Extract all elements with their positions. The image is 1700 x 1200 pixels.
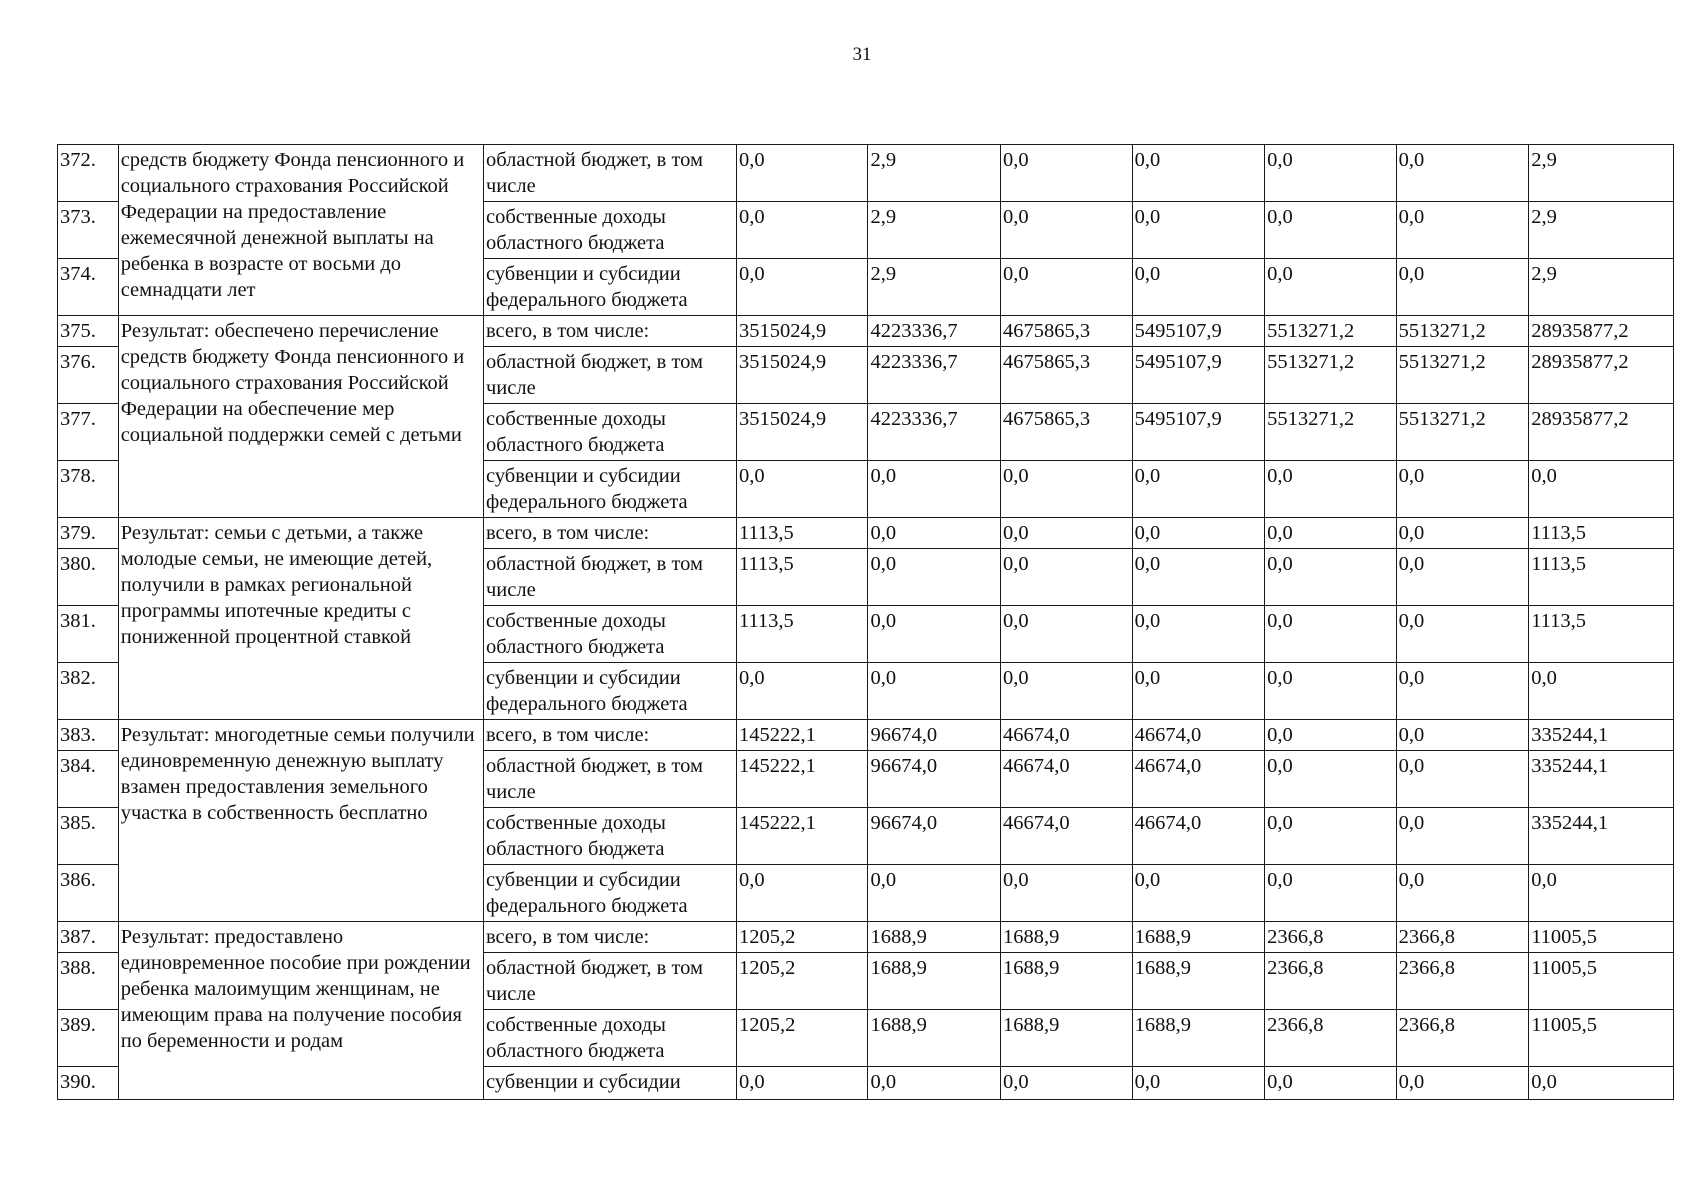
table-row (58, 922, 1674, 953)
amount-cell: 5513271,2 (1265, 316, 1397, 347)
page-number: 31 (852, 44, 872, 65)
amount-cell: 0,0 (868, 518, 1001, 549)
funding-source: собственные доходы областного бюджета (483, 808, 736, 865)
amount-cell: 46674,0 (1001, 720, 1133, 751)
amount-cell: 1113,5 (1529, 518, 1674, 549)
funding-source: всего, в том числе: (483, 518, 736, 549)
funding-source: собственные доходы областного бюджета (483, 606, 736, 663)
funding-source: субвенции и субсидии (483, 1067, 736, 1100)
amount-cell: 0,0 (1396, 549, 1529, 606)
funding-source: субвенции и субсидии федерального бюджета (483, 461, 736, 518)
amount-cell: 2,9 (1529, 202, 1674, 259)
amount-cell: 0,0 (736, 259, 868, 316)
amount-cell: 0,0 (1132, 606, 1265, 663)
funding-source: областной бюджет, в том числе (483, 953, 736, 1010)
row-number: 383. (58, 720, 119, 751)
amount-cell: 5513271,2 (1396, 316, 1529, 347)
amount-cell: 0,0 (1529, 461, 1674, 518)
row-number: 378. (58, 461, 119, 518)
row-number: 386. (58, 865, 119, 922)
amount-cell: 0,0 (1396, 808, 1529, 865)
row-number: 376. (58, 347, 119, 404)
row-number: 389. (58, 1010, 119, 1067)
amount-cell: 1113,5 (736, 518, 868, 549)
amount-cell: 0,0 (868, 663, 1001, 720)
funding-source: собственные доходы областного бюджета (483, 404, 736, 461)
amount-cell: 0,0 (1396, 518, 1529, 549)
row-number: 388. (58, 953, 119, 1010)
amount-cell: 0,0 (1001, 865, 1133, 922)
amount-cell: 96674,0 (868, 720, 1001, 751)
amount-cell: 0,0 (1001, 1067, 1133, 1100)
amount-cell: 0,0 (1001, 461, 1133, 518)
amount-cell: 1688,9 (1132, 953, 1265, 1010)
amount-cell: 1688,9 (1001, 1010, 1133, 1067)
amount-cell: 335244,1 (1529, 720, 1674, 751)
amount-cell: 0,0 (1132, 549, 1265, 606)
amount-cell: 0,0 (1265, 808, 1397, 865)
amount-cell: 0,0 (1132, 145, 1265, 202)
amount-cell: 0,0 (1396, 461, 1529, 518)
amount-cell: 4223336,7 (868, 404, 1001, 461)
amount-cell: 0,0 (1396, 663, 1529, 720)
amount-cell: 0,0 (1529, 1067, 1674, 1100)
amount-cell: 0,0 (1001, 202, 1133, 259)
amount-cell: 335244,1 (1529, 808, 1674, 865)
amount-cell: 145222,1 (736, 720, 868, 751)
amount-cell: 0,0 (1132, 259, 1265, 316)
funding-source: всего, в том числе: (483, 316, 736, 347)
amount-cell: 0,0 (1396, 606, 1529, 663)
amount-cell: 5495107,9 (1132, 347, 1265, 404)
amount-cell: 2,9 (868, 145, 1001, 202)
amount-cell: 0,0 (1265, 751, 1397, 808)
amount-cell: 0,0 (1396, 865, 1529, 922)
amount-cell: 1688,9 (868, 953, 1001, 1010)
amount-cell: 1113,5 (1529, 549, 1674, 606)
amount-cell: 0,0 (1132, 1067, 1265, 1100)
row-number: 373. (58, 202, 119, 259)
row-number: 381. (58, 606, 119, 663)
amount-cell: 0,0 (1396, 720, 1529, 751)
amount-cell: 3515024,9 (736, 347, 868, 404)
amount-cell: 0,0 (1265, 518, 1397, 549)
amount-cell: 0,0 (1265, 549, 1397, 606)
amount-cell: 1113,5 (736, 549, 868, 606)
result-description: Результат: обеспечено перечисление средств бюджету Фонда пенсионного и социального страхования Российской Федерации на обеспечение мер социальной поддержки семей с детьми (118, 316, 483, 518)
funding-source: областной бюджет, в том числе (483, 347, 736, 404)
amount-cell: 3515024,9 (736, 404, 868, 461)
amount-cell: 5513271,2 (1265, 347, 1397, 404)
amount-cell: 0,0 (736, 202, 868, 259)
amount-cell: 0,0 (1132, 865, 1265, 922)
amount-cell: 0,0 (1396, 202, 1529, 259)
amount-cell: 5513271,2 (1265, 404, 1397, 461)
amount-cell: 0,0 (1001, 259, 1133, 316)
row-number: 390. (58, 1067, 119, 1100)
funding-source: субвенции и субсидии федерального бюджета (483, 865, 736, 922)
amount-cell: 46674,0 (1001, 751, 1133, 808)
amount-cell: 2366,8 (1396, 922, 1529, 953)
funding-source: собственные доходы областного бюджета (483, 202, 736, 259)
amount-cell: 1205,2 (736, 1010, 868, 1067)
amount-cell: 2,9 (868, 259, 1001, 316)
amount-cell: 0,0 (1265, 663, 1397, 720)
table-row (58, 518, 1674, 549)
funding-source: областной бюджет, в том числе (483, 751, 736, 808)
amount-cell: 2,9 (1529, 145, 1674, 202)
row-number: 382. (58, 663, 119, 720)
amount-cell: 0,0 (1265, 865, 1397, 922)
amount-cell: 2,9 (1529, 259, 1674, 316)
amount-cell: 0,0 (1265, 461, 1397, 518)
amount-cell: 5513271,2 (1396, 347, 1529, 404)
amount-cell: 0,0 (736, 1067, 868, 1100)
amount-cell: 0,0 (868, 1067, 1001, 1100)
amount-cell: 0,0 (1265, 202, 1397, 259)
amount-cell: 0,0 (1132, 518, 1265, 549)
amount-cell: 1113,5 (1529, 606, 1674, 663)
amount-cell: 46674,0 (1132, 751, 1265, 808)
amount-cell: 0,0 (1396, 145, 1529, 202)
amount-cell: 28935877,2 (1529, 404, 1674, 461)
amount-cell: 4675865,3 (1001, 404, 1133, 461)
amount-cell: 0,0 (1132, 663, 1265, 720)
amount-cell: 11005,5 (1529, 922, 1674, 953)
row-number: 374. (58, 259, 119, 316)
amount-cell: 2366,8 (1265, 922, 1397, 953)
row-number: 380. (58, 549, 119, 606)
amount-cell: 1688,9 (1001, 922, 1133, 953)
amount-cell: 0,0 (1001, 549, 1133, 606)
amount-cell: 4675865,3 (1001, 316, 1133, 347)
result-description: средств бюджету Фонда пенсионного и социального страхования Российской Федерации на предоставление ежемесячной денежной выплаты на ребенка в возрасте от восьми до семнадцати лет (118, 145, 483, 316)
row-number: 385. (58, 808, 119, 865)
amount-cell: 3515024,9 (736, 316, 868, 347)
result-description: Результат: семьи с детьми, а также молодые семьи, не имеющие детей, получили в рамках региональной программы ипотечные кредиты с пониженной процентной ставкой (118, 518, 483, 720)
amount-cell: 11005,5 (1529, 953, 1674, 1010)
amount-cell: 4223336,7 (868, 347, 1001, 404)
amount-cell: 0,0 (736, 461, 868, 518)
amount-cell: 145222,1 (736, 751, 868, 808)
result-description: Результат: предоставлено единовременное пособие при рождении ребенка малоимущим женщинам, не имеющим права на получение пособия по беременности и родам (118, 922, 483, 1100)
table-row (58, 145, 1674, 202)
amount-cell: 46674,0 (1001, 808, 1133, 865)
amount-cell: 1113,5 (736, 606, 868, 663)
row-number: 384. (58, 751, 119, 808)
amount-cell: 46674,0 (1132, 808, 1265, 865)
amount-cell: 28935877,2 (1529, 316, 1674, 347)
amount-cell: 1205,2 (736, 922, 868, 953)
amount-cell: 0,0 (868, 865, 1001, 922)
amount-cell: 0,0 (1529, 865, 1674, 922)
amount-cell: 96674,0 (868, 808, 1001, 865)
result-description: Результат: многодетные семьи получили единовременную денежную выплату взамен предоставления земельного участка в собственность бесплатно (118, 720, 483, 922)
funding-source: всего, в том числе: (483, 720, 736, 751)
amount-cell: 4223336,7 (868, 316, 1001, 347)
amount-cell: 0,0 (1529, 663, 1674, 720)
amount-cell: 2366,8 (1265, 1010, 1397, 1067)
funding-source: областной бюджет, в том числе (483, 549, 736, 606)
amount-cell: 4675865,3 (1001, 347, 1133, 404)
amount-cell: 0,0 (1001, 518, 1133, 549)
amount-cell: 1688,9 (1132, 922, 1265, 953)
amount-cell: 0,0 (868, 549, 1001, 606)
amount-cell: 1205,2 (736, 953, 868, 1010)
amount-cell: 46674,0 (1132, 720, 1265, 751)
amount-cell: 0,0 (1265, 1067, 1397, 1100)
amount-cell: 1688,9 (1001, 953, 1133, 1010)
row-number: 387. (58, 922, 119, 953)
amount-cell: 0,0 (1001, 145, 1133, 202)
row-number: 379. (58, 518, 119, 549)
amount-cell: 1688,9 (868, 1010, 1001, 1067)
amount-cell: 0,0 (1132, 202, 1265, 259)
amount-cell: 0,0 (1001, 606, 1133, 663)
funding-source: всего, в том числе: (483, 922, 736, 953)
amount-cell: 0,0 (1001, 663, 1133, 720)
amount-cell: 2366,8 (1396, 1010, 1529, 1067)
amount-cell: 0,0 (736, 663, 868, 720)
amount-cell: 1688,9 (868, 922, 1001, 953)
amount-cell: 145222,1 (736, 808, 868, 865)
amount-cell: 1688,9 (1132, 1010, 1265, 1067)
amount-cell: 28935877,2 (1529, 347, 1674, 404)
row-number: 377. (58, 404, 119, 461)
table-body (58, 145, 1674, 1100)
table-row (58, 316, 1674, 347)
amount-cell: 0,0 (736, 865, 868, 922)
amount-cell: 2366,8 (1265, 953, 1397, 1010)
table-row (58, 720, 1674, 751)
amount-cell: 0,0 (736, 145, 868, 202)
amount-cell: 335244,1 (1529, 751, 1674, 808)
row-number: 375. (58, 316, 119, 347)
amount-cell: 5513271,2 (1396, 404, 1529, 461)
amount-cell: 0,0 (1396, 259, 1529, 316)
amount-cell: 0,0 (1396, 1067, 1529, 1100)
amount-cell: 5495107,9 (1132, 404, 1265, 461)
amount-cell: 0,0 (868, 461, 1001, 518)
amount-cell: 0,0 (1265, 259, 1397, 316)
row-number: 372. (58, 145, 119, 202)
funding-source: областной бюджет, в том числе (483, 145, 736, 202)
amount-cell: 0,0 (1132, 461, 1265, 518)
budget-table (57, 144, 1674, 1100)
funding-source: субвенции и субсидии федерального бюджета (483, 663, 736, 720)
funding-source: собственные доходы областного бюджета (483, 1010, 736, 1067)
amount-cell: 0,0 (1265, 606, 1397, 663)
amount-cell: 2366,8 (1396, 953, 1529, 1010)
amount-cell: 0,0 (1265, 720, 1397, 751)
amount-cell: 96674,0 (868, 751, 1001, 808)
amount-cell: 5495107,9 (1132, 316, 1265, 347)
funding-source: субвенции и субсидии федерального бюджета (483, 259, 736, 316)
amount-cell: 0,0 (1396, 751, 1529, 808)
amount-cell: 0,0 (868, 606, 1001, 663)
amount-cell: 2,9 (868, 202, 1001, 259)
amount-cell: 11005,5 (1529, 1010, 1674, 1067)
amount-cell: 0,0 (1265, 145, 1397, 202)
